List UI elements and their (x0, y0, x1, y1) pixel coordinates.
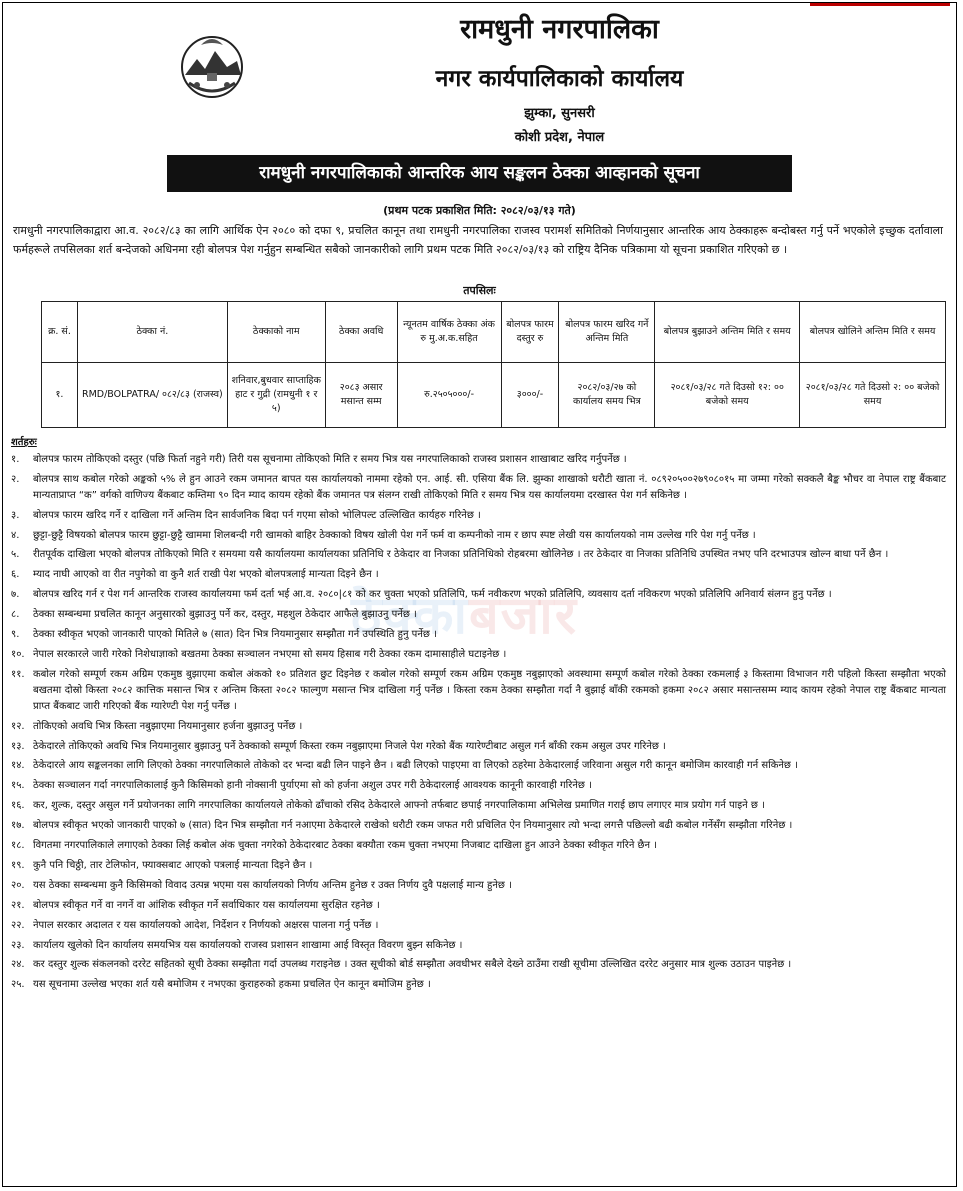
condition-number: ५. (11, 549, 20, 561)
condition-text: कार्यालय खुलेको दिन कार्यालय समयभित्र यस कार्यालयको राजस्व प्रशासन शाखामा आई विस्तृत विवरण बुझ्न सकिनेछ । (33, 939, 463, 951)
watermark-part: ठेक्का (351, 586, 469, 646)
conditions-title: शर्तहरुः (11, 437, 37, 448)
col-header: ठेक्काको नाम (227, 302, 325, 363)
condition-text: ठेक्का स्वीकृत भएको जानकारी पाएको मितिले ७ (सात) दिन भित्र नियमानुसार सम्झौता गर्न उपस्थिति हुनु पर्नेछ । (33, 629, 437, 641)
condition-item (11, 957, 946, 973)
condition-item (11, 667, 946, 715)
condition-item (11, 719, 946, 735)
condition-text: नेपाल सरकार अदालत र यस कार्यालयको आदेश, निर्देशन र निर्णयको अक्षरस पालना गर्नु पर्नेछ । (33, 919, 379, 931)
condition-item (11, 528, 946, 544)
table-cell: RMD/BOLPATRA/ ०८२/८३ (राजस्व) (77, 363, 227, 428)
condition-number: १७. (11, 820, 25, 832)
condition-text: बोलपत्र स्वीकृत भएको जानकारी पाएको ७ (सात) दिन भित्र सम्झौता गर्न नआएमा ठेकेदारले राखेको धरौटी रकम जफत गरी प्रचिलित ऐन नियमानुसार त्यो भन्दा लगत्तै पछिल्लो बढी कबोल गर्नेसँग सम्झौता गरिनेछ । (33, 820, 793, 832)
table-cell: २०८२/०३/२७ को कार्यालय समय भित्र (559, 363, 655, 428)
condition-text: बोलपत्र फारम खरिद गर्ने र दाखिला गर्ने अन्तिम दिन सार्वजनिक बिदा पर्न गएमा सोको भोलिपल्ट उल्लिखित कार्यहरु गरिनेछ । (33, 509, 481, 521)
condition-item (11, 758, 946, 774)
condition-item (11, 818, 946, 834)
table-cell: २०८१/०३/२८ गते दिउसो २: ०० बजेको समय (800, 363, 946, 428)
table-cell: २०८३ असार मसान्त सम्म (325, 363, 397, 428)
conditions-list (11, 452, 946, 993)
condition-item (11, 977, 946, 993)
condition-text: म्याद नाघी आएको वा रीत नपुगेको वा कुनै शर्त राखी पेश भएको बोलपत्रलाई मान्यता दिइने छैन । (33, 569, 379, 581)
condition-number: २०. (11, 879, 25, 891)
table-header-row (42, 302, 946, 363)
condition-number: १८. (11, 840, 25, 852)
condition-number: २. (11, 473, 20, 485)
office-province: कोशी प्रदेश, नेपाल (514, 130, 605, 145)
condition-text: कुनै पनि चिठ्ठी, तार टेलिफोन, फ्याक्सबाट आएको पत्रलाई मान्यता दिइने छैन । (33, 859, 313, 871)
condition-text: यस ठेक्का सम्बन्धमा कुनै किसिमको विवाद उत्पन्न भएमा यस कार्यालयको निर्णय अन्तिम हुनेछ र उक्त निर्णय दुवै पक्षलाई मान्य हुनेछ । (33, 879, 512, 891)
condition-item (11, 627, 946, 643)
details-label: तपसिलः (463, 284, 496, 297)
condition-text: यस सूचनामा उल्लेख भएका शर्त यसै बमोजिम र नभएका कुराहरुको हकमा प्रचलित ऐन कानून बमोजिम हुनेछ । (33, 979, 431, 991)
condition-number: ४. (11, 529, 20, 541)
col-header: न्यूनतम वार्षिक ठेक्का अंक रु मु.अ.क.सहित (397, 302, 501, 363)
condition-number: १३. (11, 740, 25, 752)
municipality-name: रामधुनी नगरपालिका (460, 14, 659, 45)
condition-text: कबोल गरेको सम्पूर्ण रकम अग्रिम एकमुष्ठ बुझाएमा कबोल अंकको १० प्रतिशत छुट दिइनेछ र कबोल गरेको सम्पूर्ण रकम अग्रिम एकमुष्ठ नबुझाएको अवस्थामा सम्पूर्ण कबोल गरेको ठेक्का रकमलाई ३ किस्तामा विभाजन गरी पहिलो किस्ता सम्झौता भएको बखतमा दोस्रो किस्ता २०८२ कात्तिक मसान्त भित्र र अन्तिम किस्ता २०८२ फाल्गुण मसान्त भित्र दाखिला गर्नु पर्नेछ । किस्ता रकम ठेक्का सम्झौता गर्दा नै बुझाई बाँकी रकमको हकमा २०८२ असार मसान्तसम्म म्याद कायम रहेको नेपाल राष्ट्र बैंकबाट मान्यता प्राप्त बैंकबाट जारी गरिएको बैंक ग्यारेण्टी पेश गर्नु पर्नेछ । (33, 668, 946, 712)
condition-text: ठेक्का सम्बन्धमा प्रचलित कानून अनुसारको बुझाउनु पर्ने कर, दस्तुर, महशुल ठेकेदार आफैले बुझाउनु पर्नेछ । (33, 609, 417, 621)
table-cell: शनिवार,बुधवार साप्ताहिक हाट र गुद्री (रामधुनी १ र ५) (227, 363, 325, 428)
condition-text: विगतमा नगरपालिकाले लगाएको ठेक्का लिई कबोल अंक चुक्ता नगरेको ठेकेदारबाट ठेक्का बक्यौता रकम चुक्ता नभएमा निजबाट दाखिला हुन आउने ठेक्का स्वीकृत गरिने छैन । (33, 840, 658, 852)
condition-text: कर दस्तुर शुल्क संकलनको दररेट सहितको सूची ठेक्का सम्झौता गर्दा उपलब्ध गराइनेछ । उक्त सूचीको बोर्ड सम्झौता अवधीभर सबैले देख्ने ठाउँमा राखी सूचीमा उल्लिखित दररेट अनुसार मात्र शुल्क उठाउन पाइनेछ । (33, 959, 792, 971)
condition-number: १२. (11, 720, 25, 732)
condition-item (11, 798, 946, 814)
table-cell: रु.२५०५०००/- (397, 363, 501, 428)
condition-text: ठेकेदारले तोकिएको अवधि भित्र नियमानुसार बुझाउनु पर्ने ठेक्काको सम्पूर्ण किस्ता रकम नबुझाएमा निजले पेश गरेको बैंक ग्यारेण्टीबाट असुल गर्न बाँकी रकम असुल उपर गरिनेछ । (33, 740, 666, 752)
condition-item (11, 567, 946, 583)
condition-number: ६. (11, 569, 20, 581)
condition-text: कर, शुल्क, दस्तुर असुल गर्ने प्रयोजनका लागि नगरपालिका कार्यालयले तोकेको ढाँचाको रसिद ठेकेदारले आफ्नो तर्फबाट छपाई नगरपालिकामा अभिलेख प्रमाणित गराई छाप लगाएर मात्र प्रयोग गर्न पाइने छ । (33, 800, 765, 812)
condition-number: १९. (11, 859, 25, 871)
condition-number: २१. (11, 899, 25, 911)
condition-text: बोलपत्र स्वीकृत गर्ने वा नगर्ने वा आंशिक स्वीकृत गर्ने सर्वाधिकार यस कार्यालयमा सुरक्षित रहनेछ । (33, 899, 380, 911)
condition-item (11, 508, 946, 524)
condition-text: बोलपत्र खरिद गर्न र पेश गर्न आन्तरिक राजस्व कार्यालयमा फर्म दर्ता भई आ.व. २०८०|८१ को कर चुक्ता भएको प्रतिलिपि, फर्म नवीकरण भएको प्रतिलिपि, व्यवसाय दर्ता नविकरण भएको प्रतिलिपि अनिवार्य संलग्न हुनु पर्नेछ । (33, 589, 832, 601)
notice-page (2, 2, 957, 1187)
conditions-section (11, 435, 946, 997)
condition-item (11, 838, 946, 854)
table-cell: ३०००/- (501, 363, 559, 428)
office-location: झुम्का, सुनसरी (524, 106, 595, 121)
notice-title: रामधुनी नगरपालिकाको आन्तरिक आय सङ्कलन ठेक्का आव्हानको सूचना (167, 155, 792, 192)
letterhead (3, 3, 956, 148)
condition-item (11, 452, 946, 468)
condition-text: बोलपत्र साथ कबोल गरेको अङ्कको ५% ले हुन आउने रकम जमानत बापत यस कार्यालयको नाममा रहेको एन. आई. सी. एसिया बैंक लि. झुम्का शाखाको धरौटी खाता नं. ०८९२०५००२७९०८०१५ मा जम्मा गरेको सक्कलै बैङ्क भौचर वा नेपाल राष्ट्र बैंकबाट मान्यताप्राप्त “क” वर्गको वाणिज्य बैंकबाट कम्तिमा ९० दिन म्याद कायम रहेको बैंक जमानत पत्र संलग्न राखी तोकिएको मिति र समय भित्र यस कार्यालयमा दरखास्त पेश गर्न सकिनेछ । (33, 473, 946, 501)
col-header: क्र. सं. (42, 302, 78, 363)
condition-number: ८. (11, 609, 20, 621)
condition-number: २२. (11, 919, 25, 931)
col-header: बोलपत्र बुझाउने अन्तिम मिति र समय (655, 302, 800, 363)
condition-text: रीतपूर्वक दाखिला भएको बोलपत्र तोकिएको मिति र समयमा यसै कार्यालयमा कार्यालयका प्रतिनिधि र ठेकेदार वा निजका प्रतिनिधिको रोहबरमा खोलिनेछ । तर ठेकेदार वा निजका प्रतिनिधि उपस्थित नभए पनि दरभाउपत्र खोल्न बाधा पर्ने छैन । (33, 549, 889, 561)
condition-item (11, 739, 946, 755)
office-name: नगर कार्यपालिकाको कार्यालय (435, 66, 684, 92)
table-cell: २०८१/०३/२८ गते दिउसो १२: ०० बजेको समय (655, 363, 800, 428)
condition-item (11, 647, 946, 663)
col-header: ठेक्का अवधि (325, 302, 397, 363)
table-cell: १. (42, 363, 78, 428)
watermark-part: बजार (468, 586, 578, 646)
condition-text: नेपाल सरकारले जारी गरेको निशेधाज्ञाको बखतमा ठेक्का सञ्चालन नभएमा सो समय हिसाब गरी ठेक्का रकम दामासाहीले घटाइनेछ । (33, 648, 507, 660)
condition-item (11, 778, 946, 794)
intro-paragraph: रामधुनी नगरपालिकाद्वारा आ.व. २०८२/८३ का लागि आर्थिक ऐन २०८० को दफा ९, प्रचलित कानून तथा रामधुनी नगरपालिका राजस्व परामर्श समितिको निर्णयानुसार आन्तरिक आय ठेक्काहरू बन्दोबस्त गर्नु पर्ने भएकोले इच्छुक दर्तावाला फर्महरूले तपसिलका शर्त बन्देजको अधिनमा रही बोलपत्र पेश गर्नुहुन सम्बन्धित सबैको जानकारीको लागि प्रथम पटक मिति २०८२/०३/१३ को राष्ट्रिय दैनिक पत्रिकामा यो सूचना प्रकाशित गरिएको छ । (13, 224, 943, 256)
condition-item (11, 918, 946, 934)
condition-number: ३. (11, 509, 20, 521)
condition-number: १६. (11, 800, 25, 812)
condition-text: छुट्टा-छुट्टै विषयको बोलपत्र फारम छुट्टा-छुट्टै खाममा शिलबन्दी गरी खामको बाहिर ठेक्काको विषय खोली पेश गर्ने फर्म वा कम्पनीको नाम र छाप स्पष्ट लेखी यस कार्यालयको नाम उल्लेख गरि पेश गर्नु पर्नेछ । (33, 529, 756, 541)
condition-number: १४. (11, 760, 25, 772)
condition-item (11, 587, 946, 603)
condition-item (11, 547, 946, 563)
condition-number: ११. (11, 668, 25, 680)
condition-number: २४. (11, 959, 25, 971)
col-header: ठेक्का नं. (77, 302, 227, 363)
condition-number: २५. (11, 979, 25, 991)
condition-item (11, 938, 946, 954)
publish-date: (प्रथम पटक प्रकाशित मिति: २०८२/०३/१३ गते) (383, 204, 576, 217)
condition-number: ७. (11, 589, 20, 601)
condition-item (11, 607, 946, 623)
col-header: बोलपत्र खोलिने अन्तिम मिति र समय (800, 302, 946, 363)
condition-item (11, 472, 946, 504)
condition-item (11, 898, 946, 914)
col-header: बोलपत्र फारम दस्तुर रु (501, 302, 559, 363)
condition-item (11, 878, 946, 894)
condition-text: ठेक्का सञ्चालन गर्दा नगरपालिकालाई कुनै किसिमको हानी नोक्सानी पुर्याएमा सो को हर्जना अशुल उपर गरी ठेकेदारलाई आवश्यक कानूनी कारवाही गरिनेछ । (33, 780, 592, 792)
condition-number: ९. (11, 629, 20, 641)
col-header: बोलपत्र फारम खरिद गर्ने अन्तिम मिति (559, 302, 655, 363)
table-row (42, 363, 946, 428)
condition-text: तोकिएको अवधि भित्र किस्ता नबुझाएमा नियमानुसार हर्जना बुझाउनु पर्नेछ । (33, 720, 303, 732)
condition-number: १०. (11, 648, 25, 660)
tender-table (41, 301, 946, 428)
condition-text: ठेकेदारले आय सङ्कलनका लागि लिएको ठेक्का नगरपालिकाले तोकेको दर भन्दा बढी लिन पाइने छैन । बढी लिएको पाइएमा वा लिएको ठहरेमा ठेकेदारलाई जरिवाना असुल गरी कानून बमोजिम कारवाही गर्न सकिनेछ । (33, 760, 798, 772)
condition-text: बोलपत्र फारम तोकिएको दस्तुर (पछि फिर्ता नहुने गरी) तिरी यस सूचनामा तोकिएको मिति र समय भित्र यस नगरपालिकाको राजस्व प्रशासन शाखाबाट खरिद गर्नुपर्नेछ । (33, 453, 627, 465)
condition-number: १. (11, 453, 20, 465)
condition-number: १५. (11, 780, 25, 792)
condition-number: २३. (11, 939, 25, 951)
condition-item (11, 858, 946, 874)
